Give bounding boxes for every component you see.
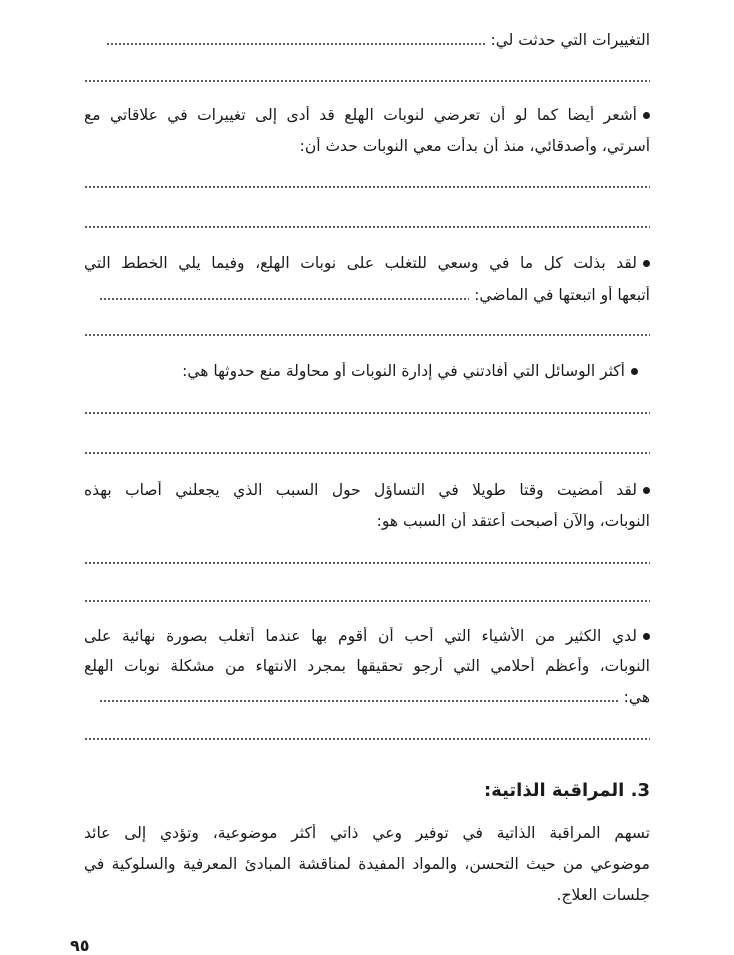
bullet-icon bbox=[643, 260, 650, 267]
item1-line2: أسرتي، وأصدقائي، منذ أن بدأت معي النوبات حدث أن: bbox=[299, 137, 650, 155]
fill-dots bbox=[84, 80, 650, 82]
item4-line2: النوبات، والآن أصبحت أعتقد أن السبب هو: bbox=[376, 512, 650, 530]
fill-dots bbox=[99, 298, 469, 300]
section3-line2: موضوعي من حيث التحسن، والمواد المفيدة لمناقشة المبادئ المعرفية والسلوكية في bbox=[84, 855, 650, 873]
fill-dots bbox=[99, 700, 619, 702]
fill-dots bbox=[84, 226, 650, 228]
fill-dots bbox=[84, 738, 650, 740]
bullet-icon bbox=[631, 368, 638, 375]
item4-line1: لقد أمضيت وقتا طويلا في التساؤل حول السبب الذي يجعلني أصاب بهذه bbox=[84, 481, 650, 499]
fill-dots bbox=[84, 334, 650, 336]
fill-dots bbox=[84, 562, 650, 564]
item2-line1: لقد بذلت كل ما في وسعي للتغلب على نوبات الهلع، وفيما يلي الخطط التي bbox=[84, 254, 650, 272]
fill-dots bbox=[106, 43, 486, 45]
page-number: ٩٥ bbox=[70, 936, 90, 955]
item5-line2: النوبات، وأعظم أحلامي التي أرجو تحقيقها بمجرد الانتهاء من مشكلة نوبات الهلع bbox=[84, 657, 650, 675]
item1-line1: أشعر أيضا كما لو أن تعرضي لنوبات الهلع قد أدى إلى تغييرات في علاقاتي مع bbox=[84, 106, 650, 124]
item2-line2: أتبعها أو اتبعتها في الماضي: bbox=[84, 286, 650, 304]
bullet-icon bbox=[643, 112, 650, 119]
section3-heading: 3. المراقبة الذاتية: bbox=[483, 780, 650, 801]
fill-dots bbox=[84, 186, 650, 188]
section3-line3: جلسات العلاج. bbox=[556, 886, 650, 904]
changes-label-line bbox=[84, 31, 650, 49]
item5-line1: لدي الكثير من الأشياء التي أحب أن أقوم بها عندما أتغلب بصورة نهائية على bbox=[84, 627, 650, 645]
fill-dots bbox=[84, 412, 650, 414]
item3-line1: أكثر الوسائل التي أفادتني في إدارة النوبات أو محاولة منع حدوثها هي: bbox=[84, 362, 638, 380]
item5-line3: هي: bbox=[84, 688, 650, 706]
changes-label: التغييرات التي حدثت لي: bbox=[490, 31, 650, 49]
fill-dots bbox=[84, 600, 650, 602]
section3-line1: تسهم المراقبة الذاتية في توفير وعي ذاتي أكثر موضوعية، وتؤدي إلى عائد bbox=[84, 824, 650, 842]
bullet-icon bbox=[643, 633, 650, 640]
fill-dots bbox=[84, 452, 650, 454]
bullet-icon bbox=[643, 487, 650, 494]
